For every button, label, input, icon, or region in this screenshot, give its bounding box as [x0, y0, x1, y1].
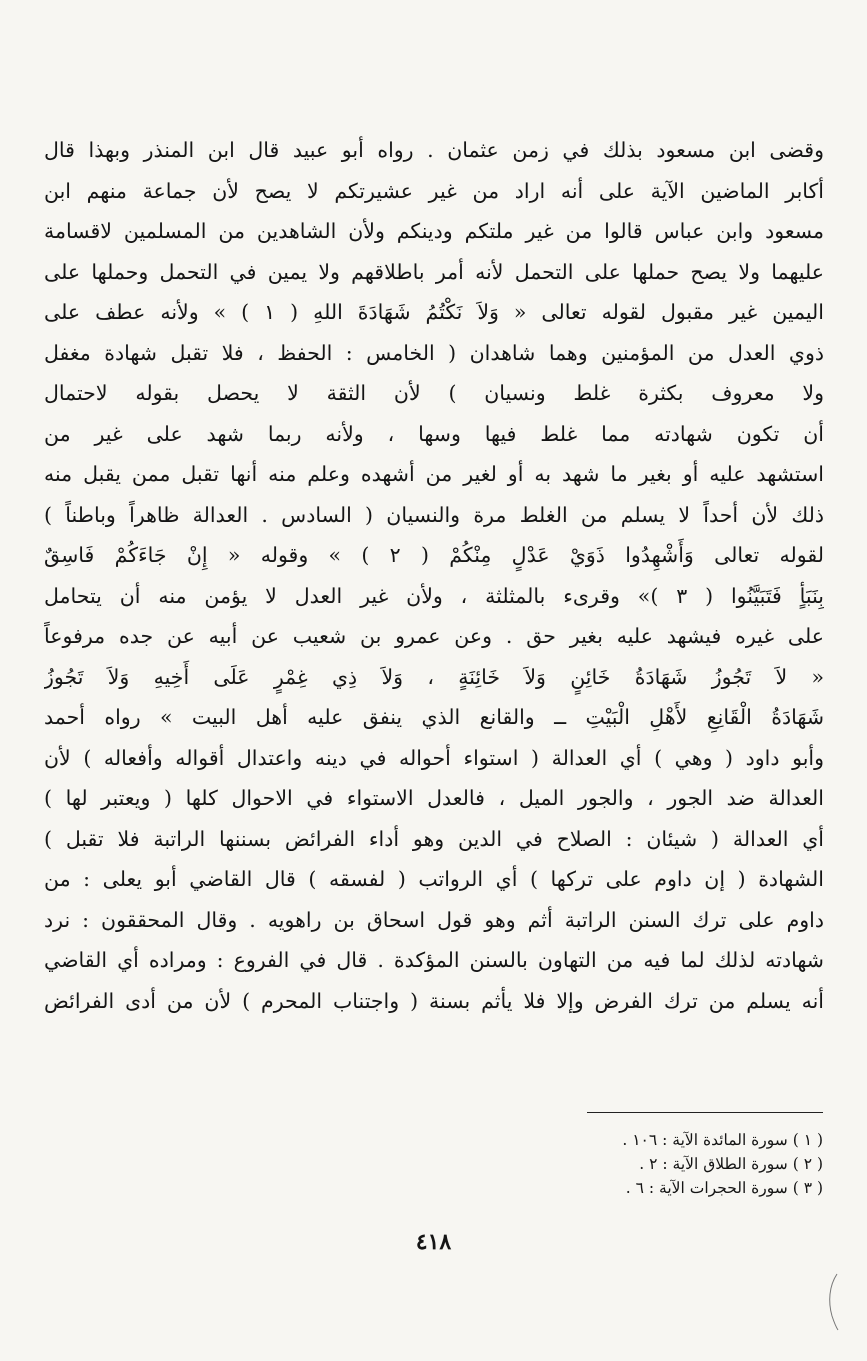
body-text: [44, 130, 824, 1021]
footnote: ( ٢ ) سورة الطلاق الآية : ٢ .: [639, 1155, 823, 1173]
text-line: الشهادة ( إن داوم على تركها ) أي الرواتب ( لفسقه ) قال القاضي أبو يعلى : من: [44, 867, 824, 891]
text-line: أنه يسلم من ترك الفرض وإلا فلا يأثم بسنة ( واجتناب المحرم ) لأن من أدى الفرائض: [44, 988, 824, 1013]
text-line: شهادته لذلك لما فيه من التهاون بالسنن المؤكدة . قال في الفروع : ومراده أي القاضي: [44, 948, 824, 972]
text-line: أن تكون شهادته مما غلط فيها وسها ، ولأنه ربما شهد على غير من: [44, 421, 824, 446]
text-line: وقضى ابن مسعود بذلك في زمن عثمان . رواه أبو عبيد قال ابن المنذر وبهذا قال: [44, 138, 824, 162]
page-number: ٤١٨: [415, 1229, 452, 1255]
text-line: العدالة ضد الجور ، والجور الميل ، فالعدل الاستواء في الاحوال كلها ( ويعتبر لها ): [44, 786, 824, 810]
footnote-divider: [587, 1112, 823, 1113]
text-line: بِنَبَأٍ فَتَبَيَّنُوا ( ٣ )» وقرىء بالمثلثة ، ولأن غير العدل لا يؤمن منه أن يتحامل: [44, 583, 824, 608]
text-line: شَهَادَةُ الْقَانِعِ لأَهْلِ الْبَيْتِ ــ والقانع الذي ينفق عليه أهل البيت » رواه أحمد: [44, 705, 824, 729]
page-edge-mark: [826, 1272, 840, 1332]
text-line: وأبو داود ( وهي ) أي العدالة ( استواء أحواله في دينه واعتدال أقواله وأفعاله ) لأن: [44, 745, 824, 770]
text-line: ذلك لأن أحداً لا يسلم من الغلط مرة والنسيان ( السادس . العدالة ظاهراً وباطناً ): [44, 502, 824, 527]
footnote: ( ١ ) سورة المائدة الآية : ١٠٦ .: [622, 1131, 823, 1149]
text-line: لقوله تعالى وَأَشْهِدُوا ذَوَيْ عَدْلٍ مِنْكُمْ ( ٢ ) » وقوله « إِنْ جَاءَكُمْ فَاسِقٌ: [44, 543, 824, 567]
text-line: عليهما ولا يصح حملها على التحمل لأنه أمر باطلاقهم ولا يمين في التحمل وحملها على: [44, 259, 824, 284]
text-line: داوم على ترك السنن الراتبة أثم وهو قول اسحاق بن راهويه . وقال المحققون : نرد: [44, 907, 824, 932]
text-line: أي العدالة ( شيئان : الصلاح في الدين وهو أداء الفرائض بسننها الراتبة فلا تقبل ): [44, 826, 824, 851]
text-line: « لاَ تَجُوزُ شَهَادَةُ خَائِنٍ وَلاَ خَائِنَةٍ ، وَلاَ ذِي غِمْرٍ عَلَى أَخِيهِ وَلاَ تَجُوزُ: [44, 664, 824, 689]
text-line: استشهد عليه أو بغير ما شهد به أو لغير من أشهده وعلم منه أنها تقبل ممن يقبل منه: [44, 462, 824, 486]
text-line: أكابر الماضين الآية على أنه اراد من غير عشيرتكم لا يصح لأن جماعة منهم ابن: [44, 178, 824, 203]
footnote: ( ٣ ) سورة الحجرات الآية : ٦ .: [625, 1179, 823, 1197]
footnotes: [403, 1128, 823, 1200]
text-line: ذوي العدل من المؤمنين وهما شاهدان ( الخامس : الحفظ ، فلا تقبل شهادة مغفل: [44, 340, 824, 365]
text-line: على غيره فيشهد عليه بغير حق . وعن عمرو بن شعيب عن أبيه عن جده مرفوعاً: [44, 624, 824, 648]
text-line: ولا معروف بكثرة غلط ونسيان ) لأن الثقة لا يحصل بقوله لاحتمال: [44, 381, 824, 405]
text-line: اليمين غير مقبول لقوله تعالى « وَلاَ نَكْتُمُ شَهَادَةَ اللهِ ( ١ ) » ولأنه عطف على: [44, 300, 824, 324]
text-line: مسعود وابن عباس قالوا من غير ملتكم ودينكم ولأن الشاهدين من المسلمين لاقسامة: [44, 219, 824, 243]
